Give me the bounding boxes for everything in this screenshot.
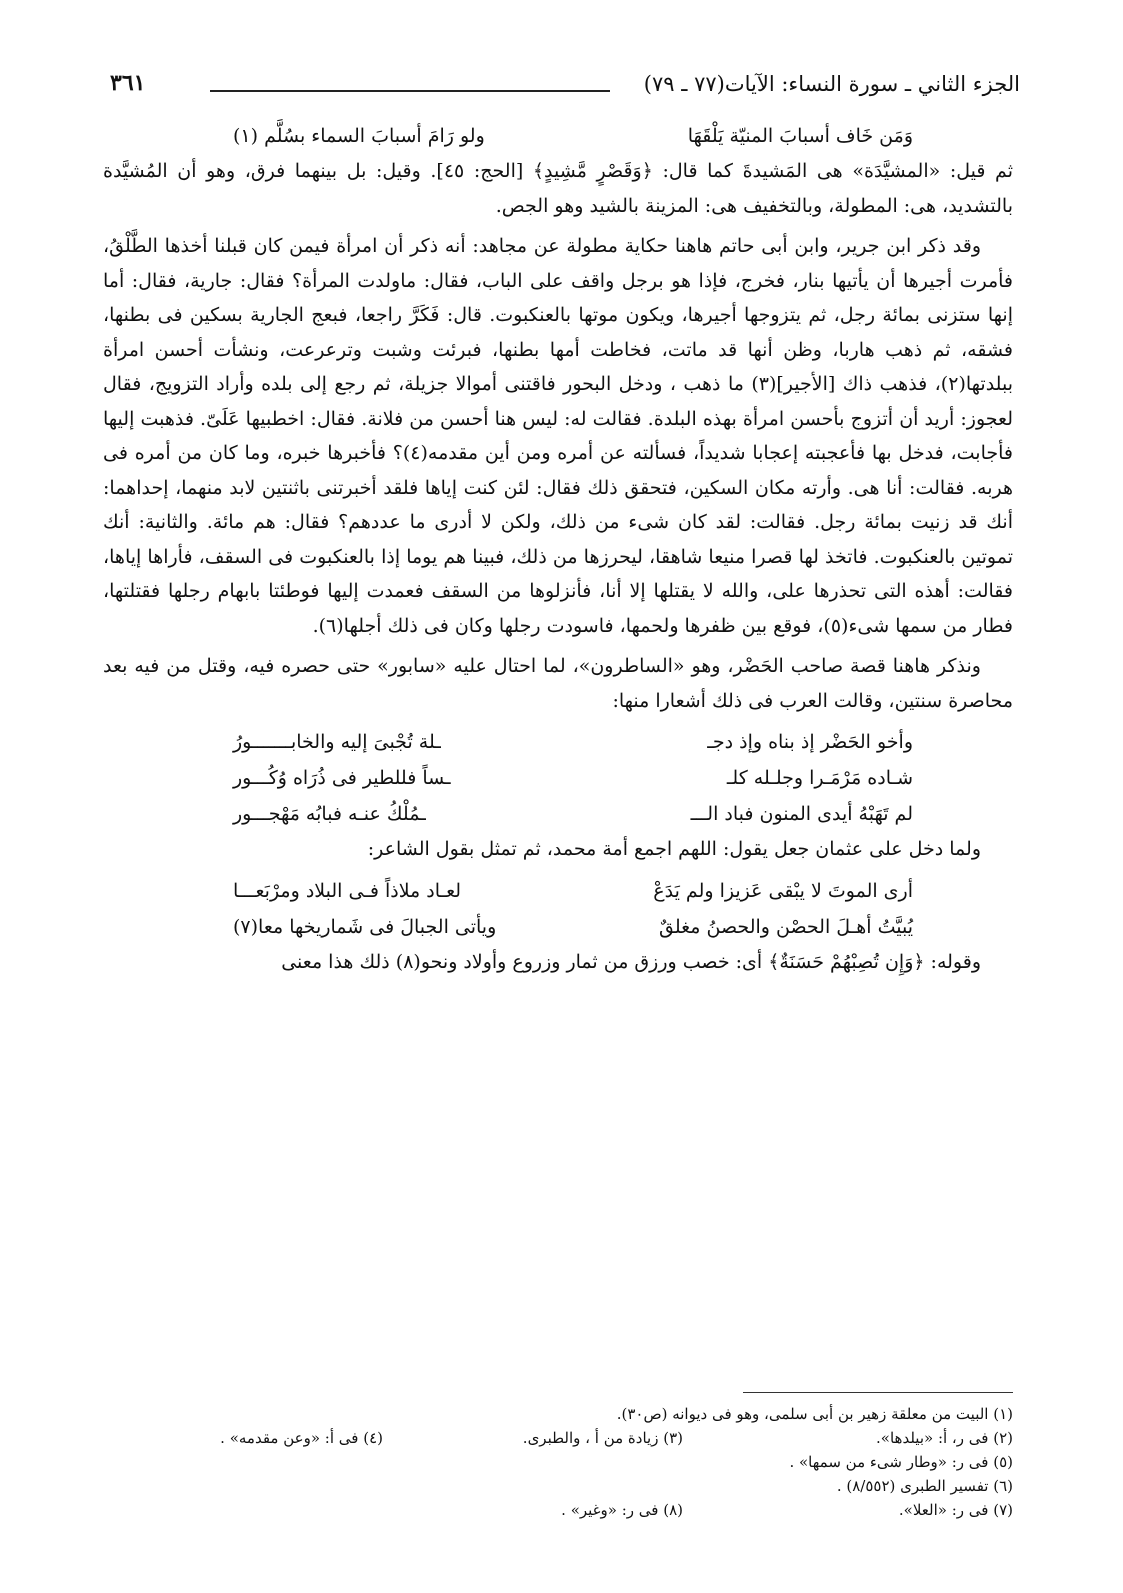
- footnote: (٨) فى ر: «وغير» .: [561, 1501, 683, 1519]
- footnote: (٣) زيادة من أ ، والطبرى.: [522, 1429, 683, 1447]
- verse-hemistich-right: أرى الموتَ لا يبْقى عَزيزا ولم يَدَعْ: [653, 879, 913, 902]
- verse-hemistich-left: ـساً فللطير فى ذُرَاه وُكُـــور: [233, 767, 451, 789]
- footnote-row: [103, 1450, 1013, 1474]
- verse-hemistich-left: ولو رَامَ أسبابَ السماء بسُلَّم (١): [233, 125, 485, 147]
- verse-line: [103, 760, 1013, 796]
- verse-line: [103, 873, 1013, 909]
- footnote-row: [103, 1402, 1013, 1426]
- verse-hemistich-right: يُبيَّتُ أهـلَ الحصْن والحصنُ مغلقٌ: [658, 915, 913, 938]
- verse-line: [103, 796, 1013, 832]
- header-rule: [210, 90, 610, 92]
- verse-hemistich-left: ويأتى الجبالَ فى شَماريخها معا(٧): [233, 915, 497, 938]
- footnote-row: [103, 1498, 1013, 1522]
- paragraph: وقد ذكر ابن جرير، وابن أبى حاتم هاهنا حكاية مطولة عن مجاهد: أنه ذكر أن امرأة فيمن كان قبلنا أخذها الطَّلْقُ، فأمرت أجيرها أن يأتيها بنار، فخرج، فإذا هو برجل واقف على الباب، فقال: ماولدت المرأة؟ فقال: جارية، فقال: أما إنها ستزنى بمائة رجل، ثم يتزوجها أجيرها، ويكون موتها بالعنكبوت. قال: فَكَرَّ راجعا، فبعج الجارية بسكين فى بطنها، فشقه، ثم ذهب هاربا، وظن أنها قد ماتت، فخاطت أمها بطنها، فبرئت وشبت وترعرعت، ونشأت أحسن امرأة ببلدتها(٢)، فذهب ذاك [الأجير](٣) ما ذهب ، ودخل البحور فاقتنى أموالا جزيلة، ثم رجع إلى بلده وأراد التزويج، فقال لعجوز: أريد أن أتزوج بأحسن امرأة بهذه البلدة. فقالت له: ليس هنا أحسن من فلانة. فقال: اخطبيها عَلَىّ. فذهبت إليها فأجابت، فدخل بها فأعجبته إعجابا شديداً، فسألته عن أمره ومن أين مقدمه(٤)؟ فأخبرها خبره، وما كان من أمره فى هربه. فقالت: أنا هى. وأرته مكان السكين، فتحقق ذلك فقال: لئن كنت إياها فلقد أخبرتنى باثنتين لابد منهما، إحداهما: أنك قد زنيت بمائة رجل. فقالت: لقد كان شىء من ذلك، ولكن لا أدرى ما عددهم؟ فقال: هم مائة. والثانية: أنك تموتين بالعنكبوت. فاتخذ لها قصرا منيعا شاهقا، ليحرزها من ذلك، فبينا هم يوما إذا بالعنكبوت فى السقف، فأراها إياها، فقالت: أهذه التى تحذرها على، والله لا يقتلها إلا أنا، فأنزلوها من السقف فعمدت إليها فوطئتا بابهام رجلها فقتلتها، فطار من سمها شىء(٥)، فوقع بين ظفرها ولحمها، فاسودت رجلها وكان فى ذلك أجلها(٦).: [103, 235, 1013, 637]
- verse-line: [103, 909, 1013, 945]
- verse-line: [103, 724, 1013, 760]
- verse-hemistich-right: وأخو الحَضْر إذ بناه وإذ دجـ: [707, 731, 913, 753]
- paragraph: ثم قيل: «المشيَّدَة» هى المَشيدةَ كما قال: ﴿وَقَصْرٍ مَّشِيدٍ﴾ [الحج: ٤٥]. وقيل: بل بينهما فرق، وهو أن المُشيَّدة بالتشديد، هى: المطولة، وبالتخفيف هى: المزينة بالشيد وهو الجص.: [103, 160, 1013, 217]
- footnote: (٢) فى ر، أ: «بيلدها».: [876, 1429, 1013, 1447]
- verse-hemistich-right: شـاده مَرْمَـرا وجلـله كلـ: [726, 767, 913, 789]
- footnote: (٤) فى أ: «وعن مقدمه» .: [220, 1429, 383, 1447]
- footnote-row: [103, 1426, 1013, 1450]
- paragraph: ونذكر هاهنا قصة صاحب الحَضْر، وهو «الساطرون»، لما احتال عليه «سابور» حتى حصره فيه، وقتل من فيه بعد محاصرة سنتين، وقالت العرب فى ذلك أشعارا منها:: [103, 655, 1013, 712]
- footnote-row: [103, 1474, 1013, 1498]
- footnote: (١) البيت من معلقة زهير بن أبى سلمى، وهو فى ديوانه (ص٣٠).: [616, 1405, 1013, 1423]
- verse-hemistich-left: ـلة تُجْبىَ إليه والخابـــــــورُ: [233, 731, 441, 753]
- page-number: ٣٦١: [110, 70, 146, 96]
- paragraph: وقوله: ﴿وَإِن تُصِبْهُمْ حَسَنَةٌ﴾ أى: خصب ورزق من ثمار وزروع وأولاد ونحو(٨) ذلك هذا معنى: [281, 950, 981, 973]
- footnote: (٧) فى ر: «العلا».: [898, 1501, 1013, 1519]
- footnote: (٦) تفسير الطبرى (٨/٥٥٢) .: [836, 1477, 1013, 1495]
- verse-hemistich-right: وَمَن خَاف أسبابَ المنيّة يَلْقَهَا: [687, 125, 913, 147]
- footnote-divider: [743, 1392, 1013, 1393]
- running-head: الجزء الثاني ـ سورة النساء: الآيات(٧٧ ـ ٧٩): [643, 72, 1020, 96]
- verse-hemistich-right: لم تَهَبْهُ أيدى المنون فباد الـــ: [690, 803, 913, 825]
- paragraph: ولما دخل على عثمان جعل يقول: اللهم اجمع أمة محمد، ثم تمثل بقول الشاعر:: [367, 838, 981, 860]
- verse-line: [103, 118, 1013, 154]
- verse-hemistich-left: لعـاد ملاذاً فـى البلاد ومرْبَعـــا: [233, 879, 462, 902]
- page-header: [110, 70, 1020, 110]
- verse-hemistich-left: ـمُلْكُ عنـه فبابُه مَهْجـــور: [233, 803, 426, 825]
- main-text: [103, 118, 1013, 985]
- footnote: (٥) فى ر: «وطار شىء من سمها» .: [789, 1453, 1013, 1471]
- footnotes: [103, 1402, 1013, 1522]
